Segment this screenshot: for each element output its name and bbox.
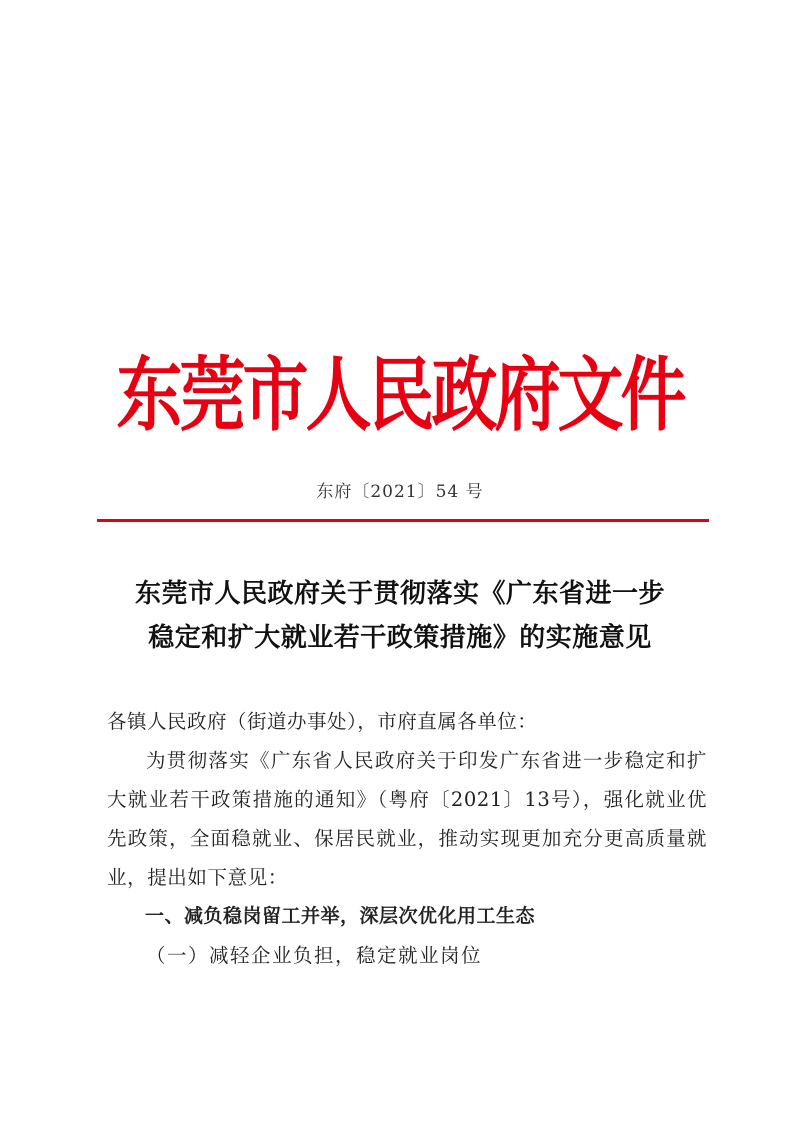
masthead-text: 东莞市人民政府文件 xyxy=(116,348,684,443)
red-divider-rule xyxy=(97,519,709,522)
masthead xyxy=(100,348,700,444)
document-number: 东府〔2021〕54 号 xyxy=(316,482,484,502)
salutation: 各镇人民政府（街道办事处），市府直属各单位： xyxy=(107,710,538,733)
section-heading: 一、减负稳岗留工并举，深层次优化用工生态 xyxy=(145,905,536,927)
title-line-2: 稳定和扩大就业若干政策措施》的实施意见 xyxy=(148,623,652,653)
intro-paragraph: 为贯彻落实《广东省人民政府关于印发广东省进一步稳定和扩大就业若干政策措施的通知》（粤府〔2021〕13号），强化就业优先政策，全面稳就业、保居民就业，推动实现更加充分更高质量就业，提出如下意见： xyxy=(107,749,707,889)
document-body xyxy=(107,702,707,975)
document-title xyxy=(70,572,730,660)
subsection-heading: （一）减轻企业负担，稳定就业岗位 xyxy=(146,944,483,967)
title-line-1: 东莞市人民政府关于贯彻落实《广东省进一步 xyxy=(134,579,665,609)
